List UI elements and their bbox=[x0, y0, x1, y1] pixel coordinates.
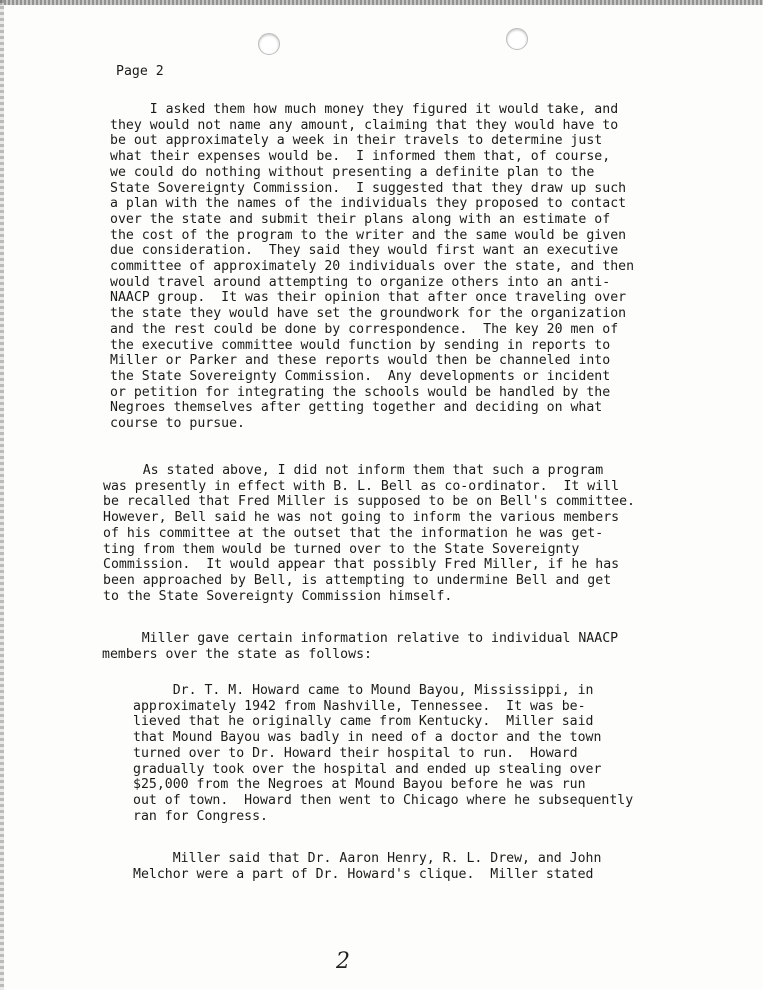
punch-hole-right bbox=[506, 28, 528, 50]
scan-top-edge bbox=[0, 0, 763, 5]
paragraph-howard-clique: Miller said that Dr. Aaron Henry, R. L. Drew, and John Melchor were a part of Dr. Howard's clique. Miller stated bbox=[133, 851, 602, 882]
paragraph-bell-program: As stated above, I did not inform them that such a program was presently in effect with B. L. Bell as co-ordinator. It will be recalled that Fred Miller is supposed to be on Bell's committee. However, Bell said he was not going to inform the various members of his committee at the outset that the information he was get- ting from them would be turned over to the State Sovereignty Commission. It would appear that possibly Fred Miller, if he has been approached by Bell, is attempting to undermine Bell and get to the State Sovereignty Commission himself. bbox=[103, 463, 635, 604]
paragraph-dr-howard: Dr. T. M. Howard came to Mound Bayou, Mississippi, in approximately 1942 from Nashville, Tennessee. It was be- lieved that he originally came from Kentucky. Miller said that Mound Bayou was badly in need of a doctor and the town turned over to Dr. Howard their hospital to run. Howard gradually took over the hospital and ended up stealing over $25,000 from the Negroes at Mound Bayou before he was run out of town. Howard then went to Chicago where he subsequently ran for Congress. bbox=[133, 683, 634, 824]
paragraph-naacp-members-intro: Miller gave certain information relative to individual NAACP members over the state as follows: bbox=[102, 631, 619, 662]
handwritten-page-number: 2 bbox=[336, 949, 350, 974]
page-label: Page 2 bbox=[116, 64, 164, 79]
scan-left-edge bbox=[0, 0, 4, 990]
paragraph-funding-discussion: I asked them how much money they figured it would take, and they would not name any amount, claiming that they would have to be out approximately a week in their travels to determine just what their expenses would be. I informed them that, of course, we could do nothing without presenting a definite plan to the State Sovereignty Commission. I suggested that they draw up such a plan with the names of the individuals they proposed to contact over the state and submit their plans along with an estimate of the cost of the program to the writer and the same would be given due consideration. They said they would first want an executive committee of approximately 20 individuals over the state, and then would travel around attempting to organize others into an anti- NAACP group. It was their opinion that after once traveling over the state they would have set the groundwork for the organization and the rest could be done by correspondence. The key 20 men of the executive committee would function by sending in reports to Miller or Parker and these reports would then be channeled into the State Sovereignty Commission. Any developments or incident or petition for integrating the schools would be handled by the Negroes themselves after getting together and deciding on what course to pursue. bbox=[110, 102, 635, 432]
punch-hole-left bbox=[258, 33, 280, 55]
